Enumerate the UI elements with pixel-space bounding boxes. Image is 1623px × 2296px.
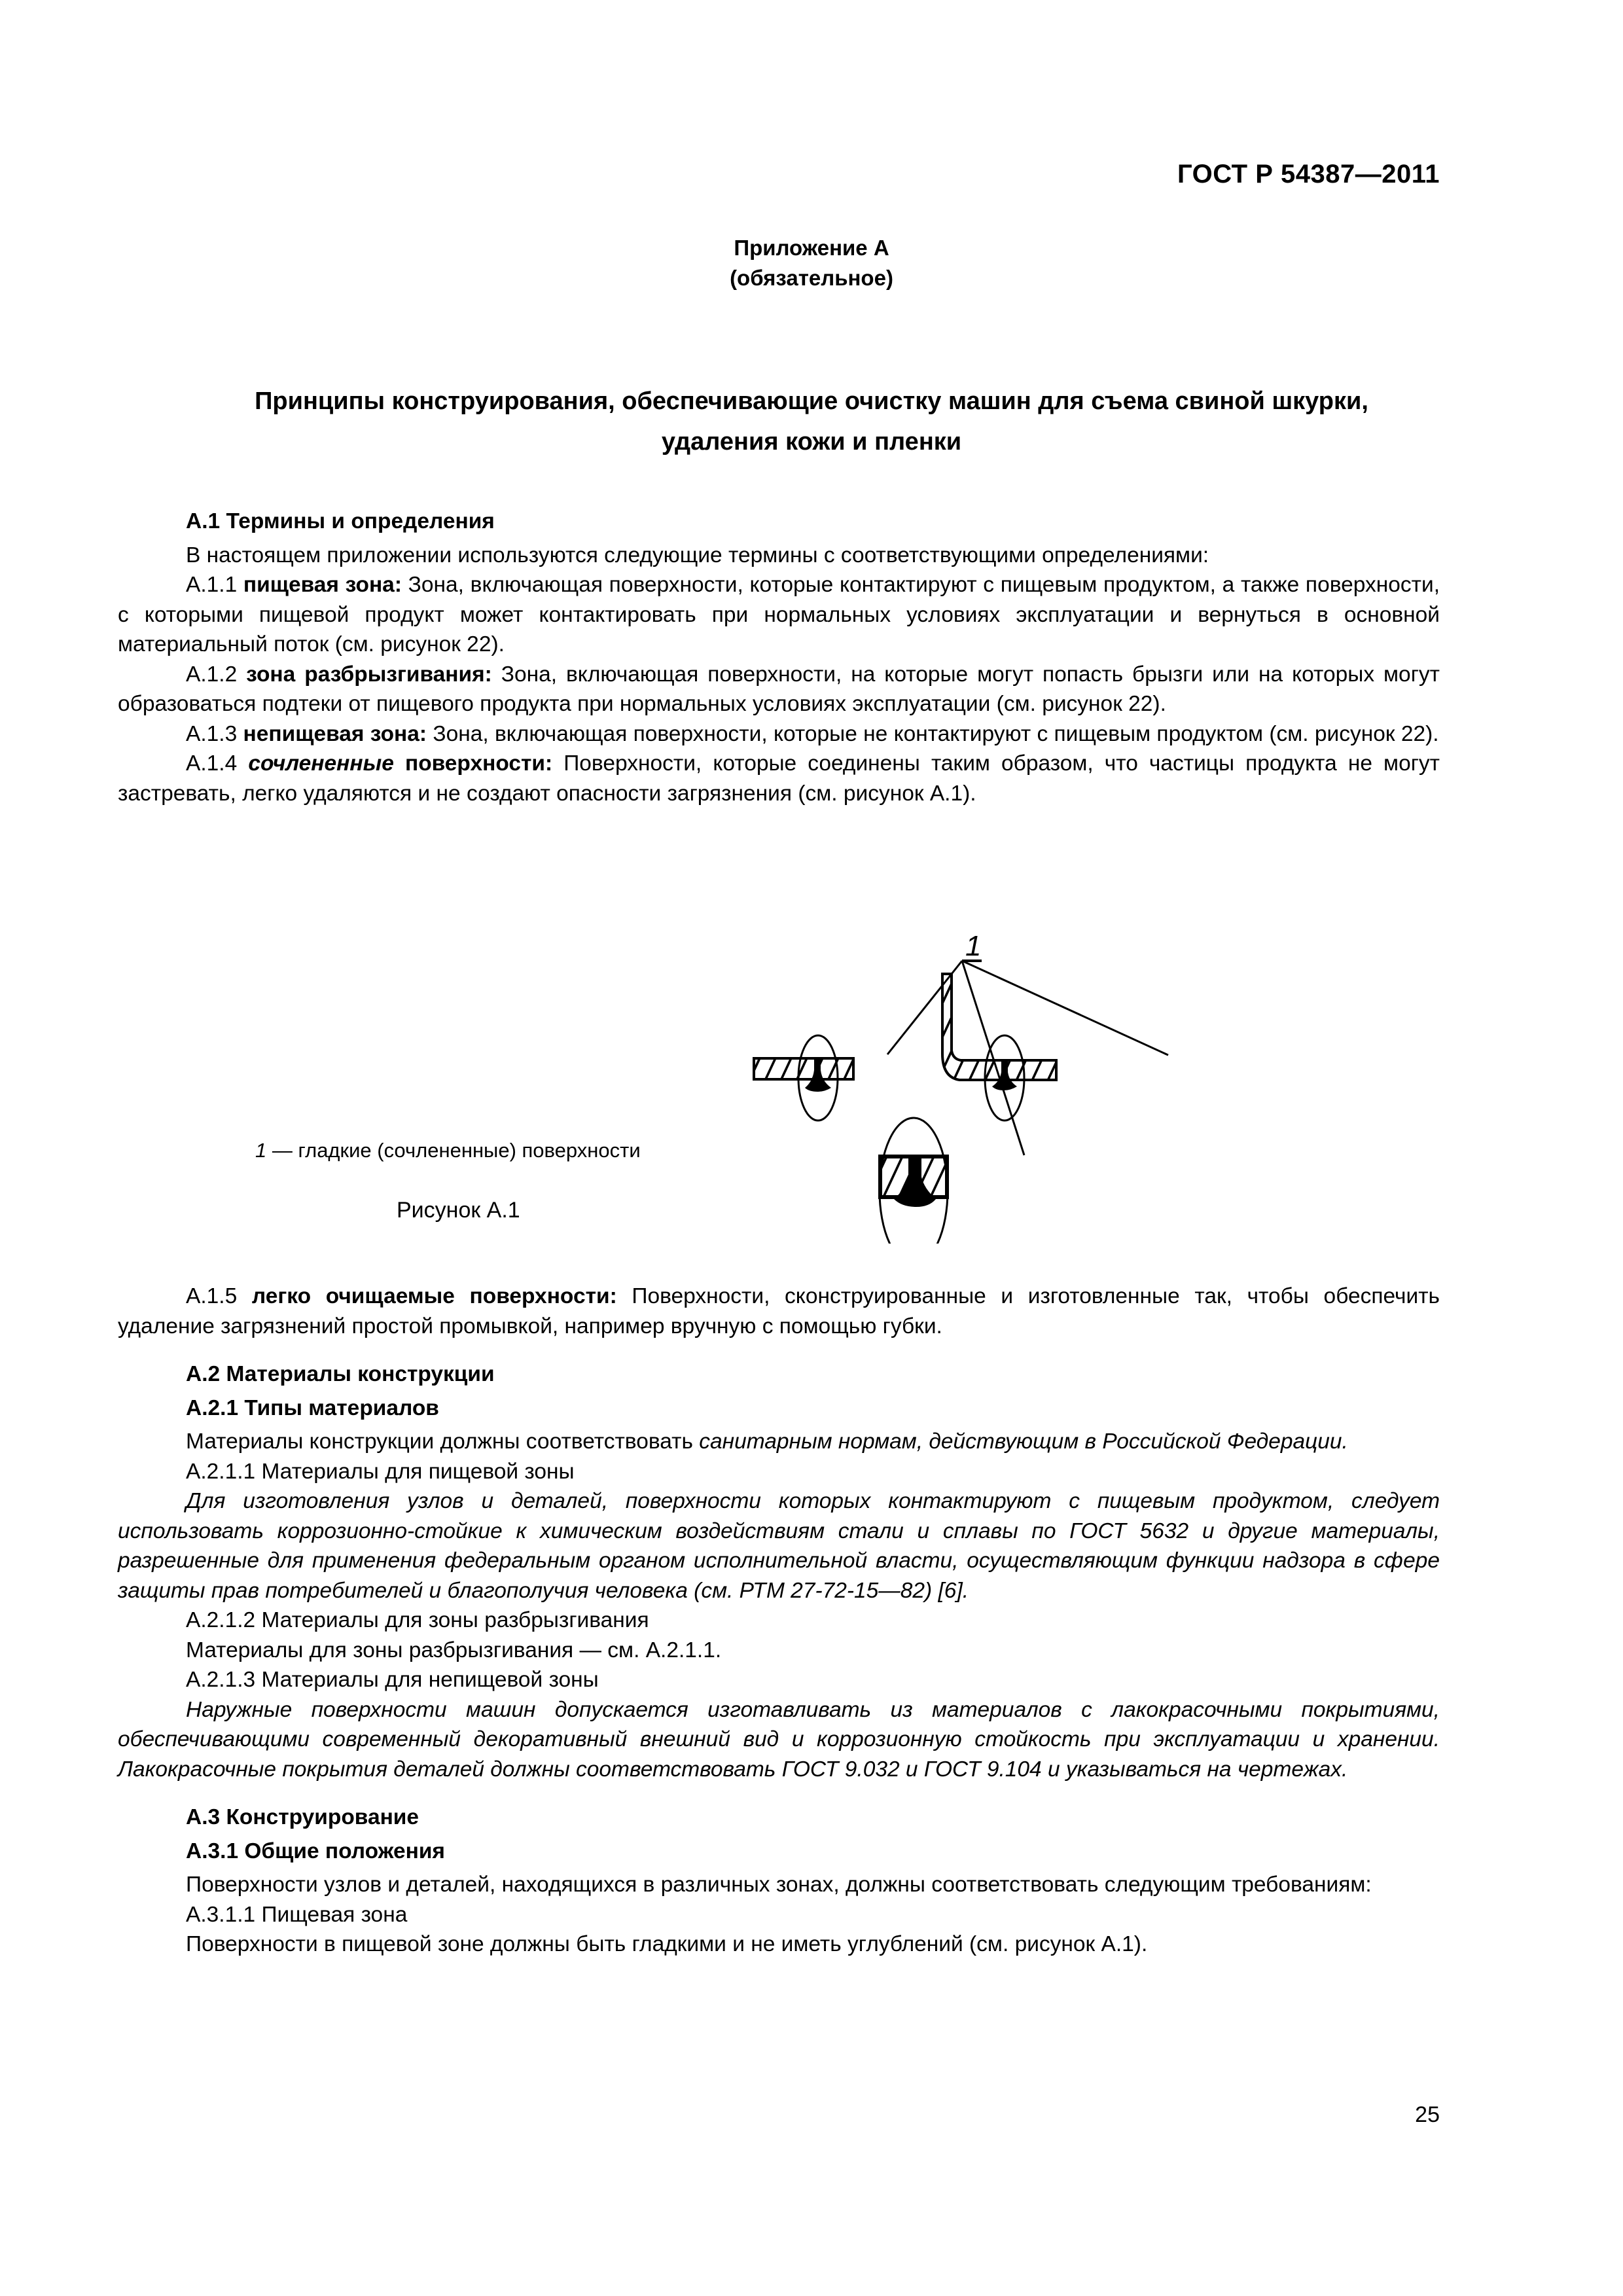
item-a3-1-1-text: Поверхности в пищевой зоне должны быть гладкими и не иметь углублений (см. рисунок А.1). xyxy=(186,1932,1148,1956)
item-a2-1-3-text: Наружные поверхности машин допускается изготавливать из материалов с лакокрасочными покрытиями, обеспечивающими современный декоративный внешний вид и коррозионную стойкость при эксплуатации и хранении. Лакокрасочные покрытия деталей должны соответствовать ГОСТ 9.032 и ГОСТ 9.104 и указываться на чертежах. xyxy=(118,1697,1440,1782)
annex-heading xyxy=(0,233,1623,293)
enlarged-joint-detail xyxy=(880,1118,948,1244)
term-name: легко очищаемые поверхности: xyxy=(251,1284,617,1308)
section-a1 xyxy=(118,503,1440,808)
term-a1-4 xyxy=(118,749,1440,808)
legend-number: 1 xyxy=(255,1139,267,1162)
term-name: зона разбрызгивания: xyxy=(246,662,492,687)
section-a2-1-heading: А.2.1 Типы материалов xyxy=(186,1395,439,1420)
annex-status: (обязательное) xyxy=(730,266,893,290)
figure-legend xyxy=(255,1139,641,1162)
figure-callout-number: 1 xyxy=(965,930,982,962)
standard-id: ГОСТ Р 54387—2011 xyxy=(1177,160,1440,188)
term-definition: Поверхности, сконструированные и изготовленные так, чтобы обеспечить удаление загрязнений простой промывкой, например вручную с помощью губки. xyxy=(118,1284,1440,1338)
figure-a1-drawing xyxy=(740,916,1394,1244)
term-a1-2 xyxy=(118,660,1440,719)
term-name: поверхности: xyxy=(393,751,553,776)
term-definition: Поверхности, которые соединены таким образом, что частицы продукта не могут застревать, легко удаляются и не создают опасности загрязнения (см. рисунок А.1). xyxy=(118,751,1440,806)
term-number: А.1.4 xyxy=(186,751,249,776)
term-number: А.1.3 xyxy=(186,721,243,746)
term-number: А.1.2 xyxy=(186,662,247,687)
annex-title xyxy=(118,381,1505,462)
legend-text: — гладкие (сочлененные) поверхности xyxy=(266,1139,641,1162)
section-a3-heading: А.3 Конструирование xyxy=(186,1805,419,1829)
left-plate-joint xyxy=(754,1035,853,1121)
intro-text: Материалы конструкции должны соответствовать xyxy=(186,1429,700,1454)
term-name-italic: сочлененные xyxy=(248,751,394,776)
intro-italic-text: санитарным нормам, действующим в Российской Федерации. xyxy=(699,1429,1348,1454)
term-number: А.1.1 xyxy=(186,573,243,597)
term-name: непищевая зона: xyxy=(243,721,427,746)
item-a2-1-2-title: А.2.1.2 Материалы для зоны разбрызгивания xyxy=(186,1608,649,1632)
section-a1-heading: А.1 Термины и определения xyxy=(186,509,495,533)
page-number: 25 xyxy=(1415,2102,1440,2127)
term-definition: Зона, включающая поверхности, которые контактируют с пищевым продуктом, а также поверхности, с которыми пищевой продукт может контактировать при нормальных условиях эксплуатации и вернуться в основной материальный поток (см. рисунок 22). xyxy=(118,573,1440,656)
item-a2-1-1-title: А.2.1.1 Материалы для пищевой зоны xyxy=(186,1459,575,1484)
term-number: А.1.5 xyxy=(186,1284,252,1308)
section-a3-1-intro: Поверхности узлов и деталей, находящихся в различных зонах, должны соответствовать следующим требованиям: xyxy=(186,1873,1372,1897)
term-a1-3 xyxy=(118,719,1440,749)
annex-title-line-1: Принципы конструирования, обеспечивающие очистку машин для съема свиной шкурки, xyxy=(255,387,1368,415)
annex-title-line-2: удаления кожи и пленки xyxy=(661,428,962,456)
section-a1-5-a2-a3 xyxy=(118,1282,1440,1960)
term-a1-1 xyxy=(118,570,1440,660)
section-a2-1-intro xyxy=(118,1427,1440,1457)
section-a3-1-heading: А.3.1 Общие положения xyxy=(186,1839,445,1863)
term-definition: Зона, включающая поверхности, на которые могут попасть брызги или на которых могут образоваться подтеки от пищевого продукта при нормальных условиях эксплуатации (см. рисунок 22). xyxy=(118,662,1440,716)
figure-caption: Рисунок А.1 xyxy=(397,1198,520,1223)
annex-label: Приложение А xyxy=(734,236,889,260)
term-a1-5 xyxy=(118,1282,1440,1341)
section-a2-heading: А.2 Материалы конструкции xyxy=(186,1362,495,1386)
term-name: пищевая зона: xyxy=(243,573,402,597)
item-a2-1-2-text: Материалы для зоны разбрызгивания — см. А.2.1.1. xyxy=(186,1638,722,1662)
item-a3-1-1-title: А.3.1.1 Пищевая зона xyxy=(186,1902,408,1927)
item-a2-1-1-text: Для изготовления узлов и деталей, поверхности которых контактируют с пищевым продуктом, следует использовать коррозионно-стойкие к химическим воздействиям стали и сплавы по ГОСТ 5632 и другие материалы, разрешенные для применения федеральным органом исполнительной власти, осуществляющим функции надзора в сфере защиты прав потребителей и благополучия человека (см. РТМ 27-72-15—82) [6]. xyxy=(118,1489,1440,1603)
item-a2-1-3-title: А.2.1.3 Материалы для непищевой зоны xyxy=(186,1668,599,1692)
section-a1-intro: В настоящем приложении используются следующие термины с соответствующими определениями: xyxy=(186,543,1209,567)
term-definition: Зона, включающая поверхности, которые не контактируют с пищевым продуктом (см. рисунок 22). xyxy=(427,721,1439,746)
